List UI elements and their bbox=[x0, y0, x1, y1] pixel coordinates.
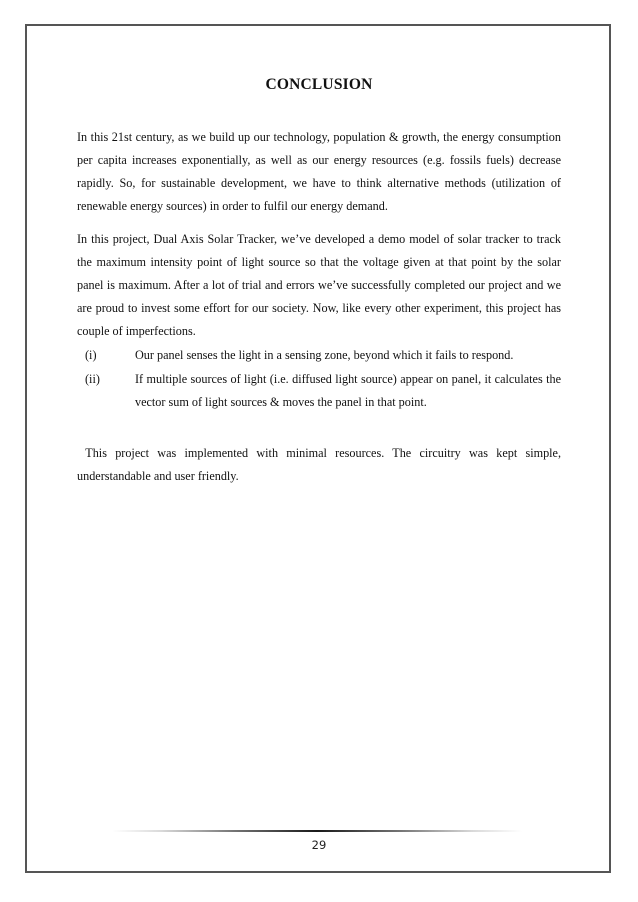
list-marker: (i) bbox=[85, 348, 97, 362]
list-item-text: If multiple sources of light (i.e. diffused light source) appear on panel, it calculates the vector sum of light sources & moves the panel in that point. bbox=[135, 372, 561, 409]
page-number: 29 bbox=[311, 838, 327, 852]
list-item-text: Our panel senses the light in a sensing zone, beyond which it fails to respond. bbox=[135, 348, 514, 362]
paragraph-summary: This project was implemented with minimal resources. The circuitry was kept simple, understandable and user friendly. bbox=[77, 446, 565, 483]
paragraph-intro: In this 21st century, as we build up our technology, population & growth, the energy consumption per capita increases exponentially, as well as our energy resources (e.g. fossils fuels) decrease rapidly. So, for sustainable development, we have to think alternative methods (utilization of renewable energy sources) in order to fulfil our energy demand. bbox=[77, 130, 561, 213]
list-marker: (ii) bbox=[85, 372, 100, 386]
page-title: CONCLUSION bbox=[265, 76, 373, 93]
paragraph-project: In this project, Dual Axis Solar Tracker, we’ve developed a demo model of solar tracker to track the maximum intensity point of light source so that the voltage given at that point by the solar panel is maximum. After a lot of trial and errors we’ve successfully completed our project and we are proud to invest some effort for our society. Now, like every other experiment, this project has couple of imperfections. bbox=[77, 232, 561, 338]
footer-divider bbox=[112, 830, 522, 832]
